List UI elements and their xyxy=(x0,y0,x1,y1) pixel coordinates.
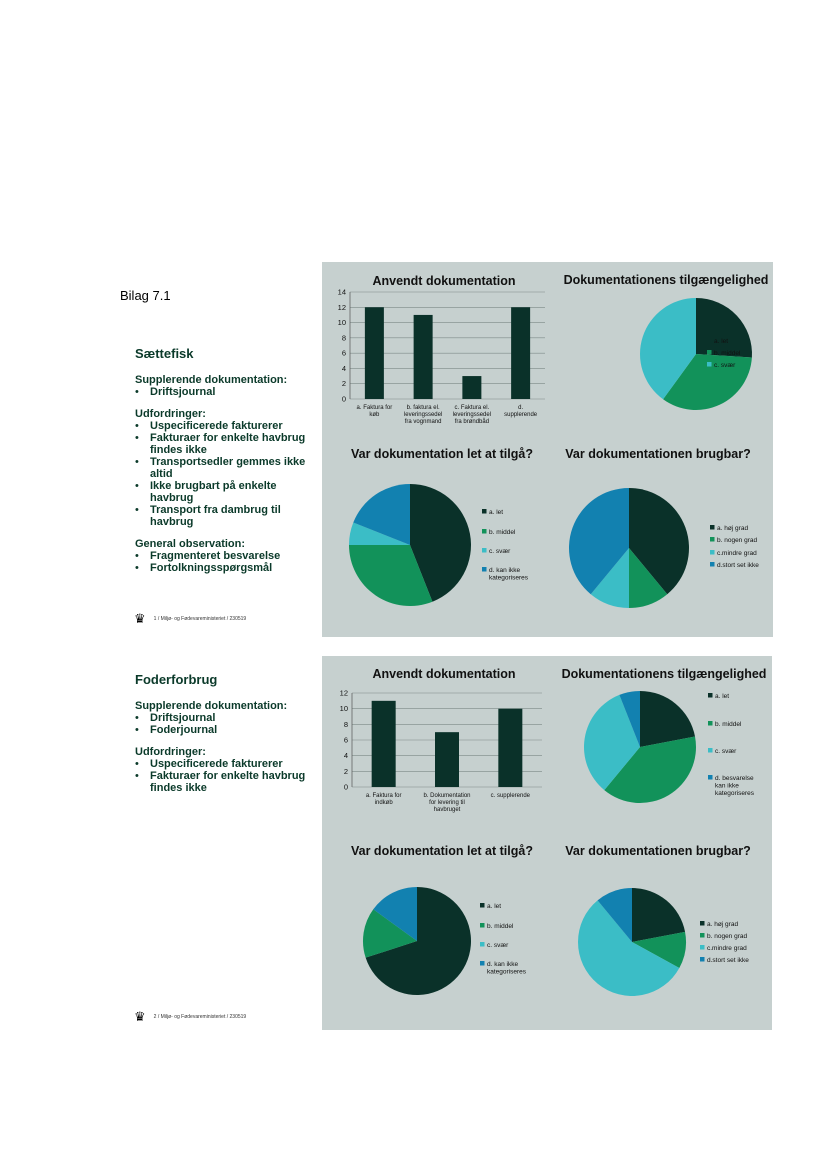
legend-swatch xyxy=(480,961,485,966)
legend-label: b. nogen grad xyxy=(707,933,748,940)
x-tick-label: b. Dokumentation xyxy=(423,793,471,799)
chart-title: Anvendt dokumentation xyxy=(372,667,516,681)
legend-swatch xyxy=(482,529,487,534)
y-tick-label: 0 xyxy=(341,394,346,404)
x-tick-label: leveringssedel xyxy=(452,412,492,418)
legend-label: b. middel xyxy=(714,350,741,357)
x-tick-label: a. Faktura for xyxy=(365,793,402,799)
bullet-list xyxy=(135,386,320,398)
section-general-observation xyxy=(135,538,320,574)
legend-label: a. let xyxy=(487,903,502,910)
y-tick-label: 8 xyxy=(341,333,346,343)
bullet-item: • Driftsjournal xyxy=(135,386,320,398)
bar xyxy=(462,376,481,399)
legend-swatch xyxy=(708,748,713,753)
footer-text: 1 / Miljø- og Fødevareministeriet / 230519 xyxy=(153,615,247,622)
x-tick-label: c. Faktura el. xyxy=(454,405,490,411)
slide-1-charts xyxy=(322,262,773,637)
legend-swatch xyxy=(707,362,712,367)
x-tick-label: a. Faktura for xyxy=(356,405,393,411)
slide-2-text xyxy=(135,672,320,804)
legend-label: kategoriseres xyxy=(487,968,527,976)
legend-label: a. let xyxy=(715,693,730,700)
legend-label: d.stort set ikke xyxy=(707,957,749,964)
legend-swatch xyxy=(700,921,705,926)
slide-1-chart-panel xyxy=(322,262,773,637)
legend-label: d. kan ikke xyxy=(487,961,519,968)
section-supplerende-dokumentation xyxy=(135,374,320,398)
legend-label: c. svær xyxy=(714,362,736,369)
y-tick-label: 4 xyxy=(343,751,348,761)
legend-swatch xyxy=(482,548,487,553)
bar xyxy=(414,315,433,399)
x-tick-label: fra brøndbåd xyxy=(454,419,490,425)
legend-label: a. høj grad xyxy=(707,921,739,928)
bar xyxy=(498,709,522,787)
legend-label: a. høj grad xyxy=(717,525,749,532)
y-tick-label: 4 xyxy=(341,363,346,373)
legend-label: a. let xyxy=(714,338,729,345)
legend-label: d. kan ikke xyxy=(489,567,521,574)
legend-swatch xyxy=(480,923,485,928)
bullet-item: • Transportsedler gemmes ikke altid xyxy=(135,456,320,480)
x-tick-label: havbruget xyxy=(433,807,461,813)
legend-label: kan ikke xyxy=(715,782,739,790)
chart-title: Dokumentationens tilgængelighed xyxy=(561,667,767,681)
section-udfordringer xyxy=(135,746,320,794)
appendix-label: Bilag 7.1 xyxy=(120,288,171,303)
legend-label: b. middel xyxy=(489,529,516,536)
legend-label: b. middel xyxy=(715,721,742,728)
x-tick-label: leveringssedel xyxy=(403,412,443,418)
crown-logo-icon: ♛ xyxy=(134,611,146,626)
bullet-item: • Fragmenteret besvarelse xyxy=(135,550,320,562)
bullet-item: • Fakturaer for enkelte havbrug findes ikke xyxy=(135,432,320,456)
bullet-item: • Uspecificerede fakturerer xyxy=(135,420,320,432)
legend-swatch xyxy=(482,567,487,572)
legend-label: c.mindre grad xyxy=(717,550,757,557)
y-tick-label: 14 xyxy=(337,287,346,297)
legend-label: d. besvarelse xyxy=(715,775,754,782)
bullet-item: • Ikke brugbart på enkelte havbrug xyxy=(135,480,320,504)
section-heading: Udfordringer: xyxy=(135,746,206,758)
x-tick-label: fra vognmand xyxy=(404,419,442,425)
bullet-item: • Foderjournal xyxy=(135,724,320,736)
legend-swatch xyxy=(710,550,715,555)
x-tick-label: b. faktura el. xyxy=(406,405,440,411)
bar xyxy=(435,732,459,787)
chart-title: Var dokumentation let at tilgå? xyxy=(351,447,533,461)
legend-swatch xyxy=(480,942,485,947)
legend-label: a. let xyxy=(489,509,504,516)
x-tick-label: supplerende xyxy=(504,412,538,418)
x-tick-label: c. supplerende xyxy=(490,793,531,799)
chart-title: Var dokumentationen brugbar? xyxy=(565,844,751,858)
legend-swatch xyxy=(707,338,712,343)
slide-title: Foderforbrug xyxy=(135,672,218,687)
slide-1-text xyxy=(135,346,320,584)
section-heading: Supplerende dokumentation: xyxy=(135,700,288,712)
legend-swatch xyxy=(482,509,487,514)
footer-text: 2 / Miljø- og Fødevareministeriet / 230519 xyxy=(153,1013,247,1020)
slide-1-footer xyxy=(134,612,246,625)
bar xyxy=(365,307,384,399)
bar xyxy=(372,701,396,787)
section-udfordringer xyxy=(135,408,320,528)
x-tick-label: indkøb xyxy=(374,800,393,806)
bullet-list xyxy=(135,550,320,574)
section-heading: Supplerende dokumentation: xyxy=(135,374,288,386)
pie-slice xyxy=(696,298,752,358)
bullet-item: • Fakturaer for enkelte havbrug findes ikke xyxy=(135,770,320,794)
legend-swatch xyxy=(700,933,705,938)
legend-swatch xyxy=(700,945,705,950)
y-tick-label: 10 xyxy=(337,318,346,328)
x-tick-label: for levering til xyxy=(429,800,465,806)
legend-swatch xyxy=(708,775,713,780)
legend-label: c. svær xyxy=(489,548,511,555)
section-heading: General observation: xyxy=(135,538,246,550)
legend-swatch xyxy=(708,721,713,726)
y-tick-label: 6 xyxy=(343,735,348,745)
legend-label: kategoriseres xyxy=(489,574,529,582)
chart-title: Anvendt dokumentation xyxy=(372,274,516,288)
y-tick-label: 2 xyxy=(341,379,346,389)
slide-2-footer xyxy=(134,1010,246,1023)
legend-swatch xyxy=(710,537,715,542)
bar xyxy=(511,307,530,399)
crown-logo-icon: ♛ xyxy=(134,1009,146,1024)
x-tick-label: køb xyxy=(369,412,380,418)
legend-label: kategoriseres xyxy=(715,790,755,797)
section-supplerende-dokumentation xyxy=(135,700,320,736)
slide-title: Sættefisk xyxy=(135,346,194,361)
chart-title: Var dokumentationen brugbar? xyxy=(565,447,751,461)
legend-swatch xyxy=(710,525,715,530)
bullet-item: • Uspecificerede fakturerer xyxy=(135,758,320,770)
chart-title: Var dokumentation let at tilgå? xyxy=(351,844,533,858)
section-heading: Udfordringer: xyxy=(135,408,206,420)
legend-swatch xyxy=(480,903,485,908)
legend-swatch xyxy=(708,693,713,698)
y-tick-label: 12 xyxy=(337,302,346,312)
bullet-list xyxy=(135,420,320,528)
legend-label: c.mindre grad xyxy=(707,945,747,952)
bullet-item: • Transport fra dambrug til havbrug xyxy=(135,504,320,528)
bullet-item: • Fortolkningsspørgsmål xyxy=(135,562,320,574)
chart-title: Dokumentationens tilgængelighed xyxy=(563,273,769,287)
legend-label: b. nogen grad xyxy=(717,537,758,544)
legend-label: c. svær xyxy=(487,942,509,949)
legend-swatch xyxy=(700,957,705,962)
bullet-list xyxy=(135,758,320,794)
legend-label: b. middel xyxy=(487,923,514,930)
slide-2-chart-panel xyxy=(322,656,772,1030)
legend-swatch xyxy=(710,562,715,567)
y-tick-label: 6 xyxy=(341,348,346,358)
bullet-list xyxy=(135,712,320,736)
legend-swatch xyxy=(707,350,712,355)
y-tick-label: 8 xyxy=(343,719,348,729)
y-tick-label: 0 xyxy=(343,782,348,792)
legend-label: d.stort set ikke xyxy=(717,562,759,569)
y-tick-label: 2 xyxy=(343,766,348,776)
legend-label: c. svær xyxy=(715,748,737,755)
slide-2-charts xyxy=(322,656,772,1030)
y-tick-label: 12 xyxy=(339,688,348,698)
y-tick-label: 10 xyxy=(339,704,348,714)
bullet-item: • Driftsjournal xyxy=(135,712,320,724)
x-tick-label: d. xyxy=(518,405,524,411)
